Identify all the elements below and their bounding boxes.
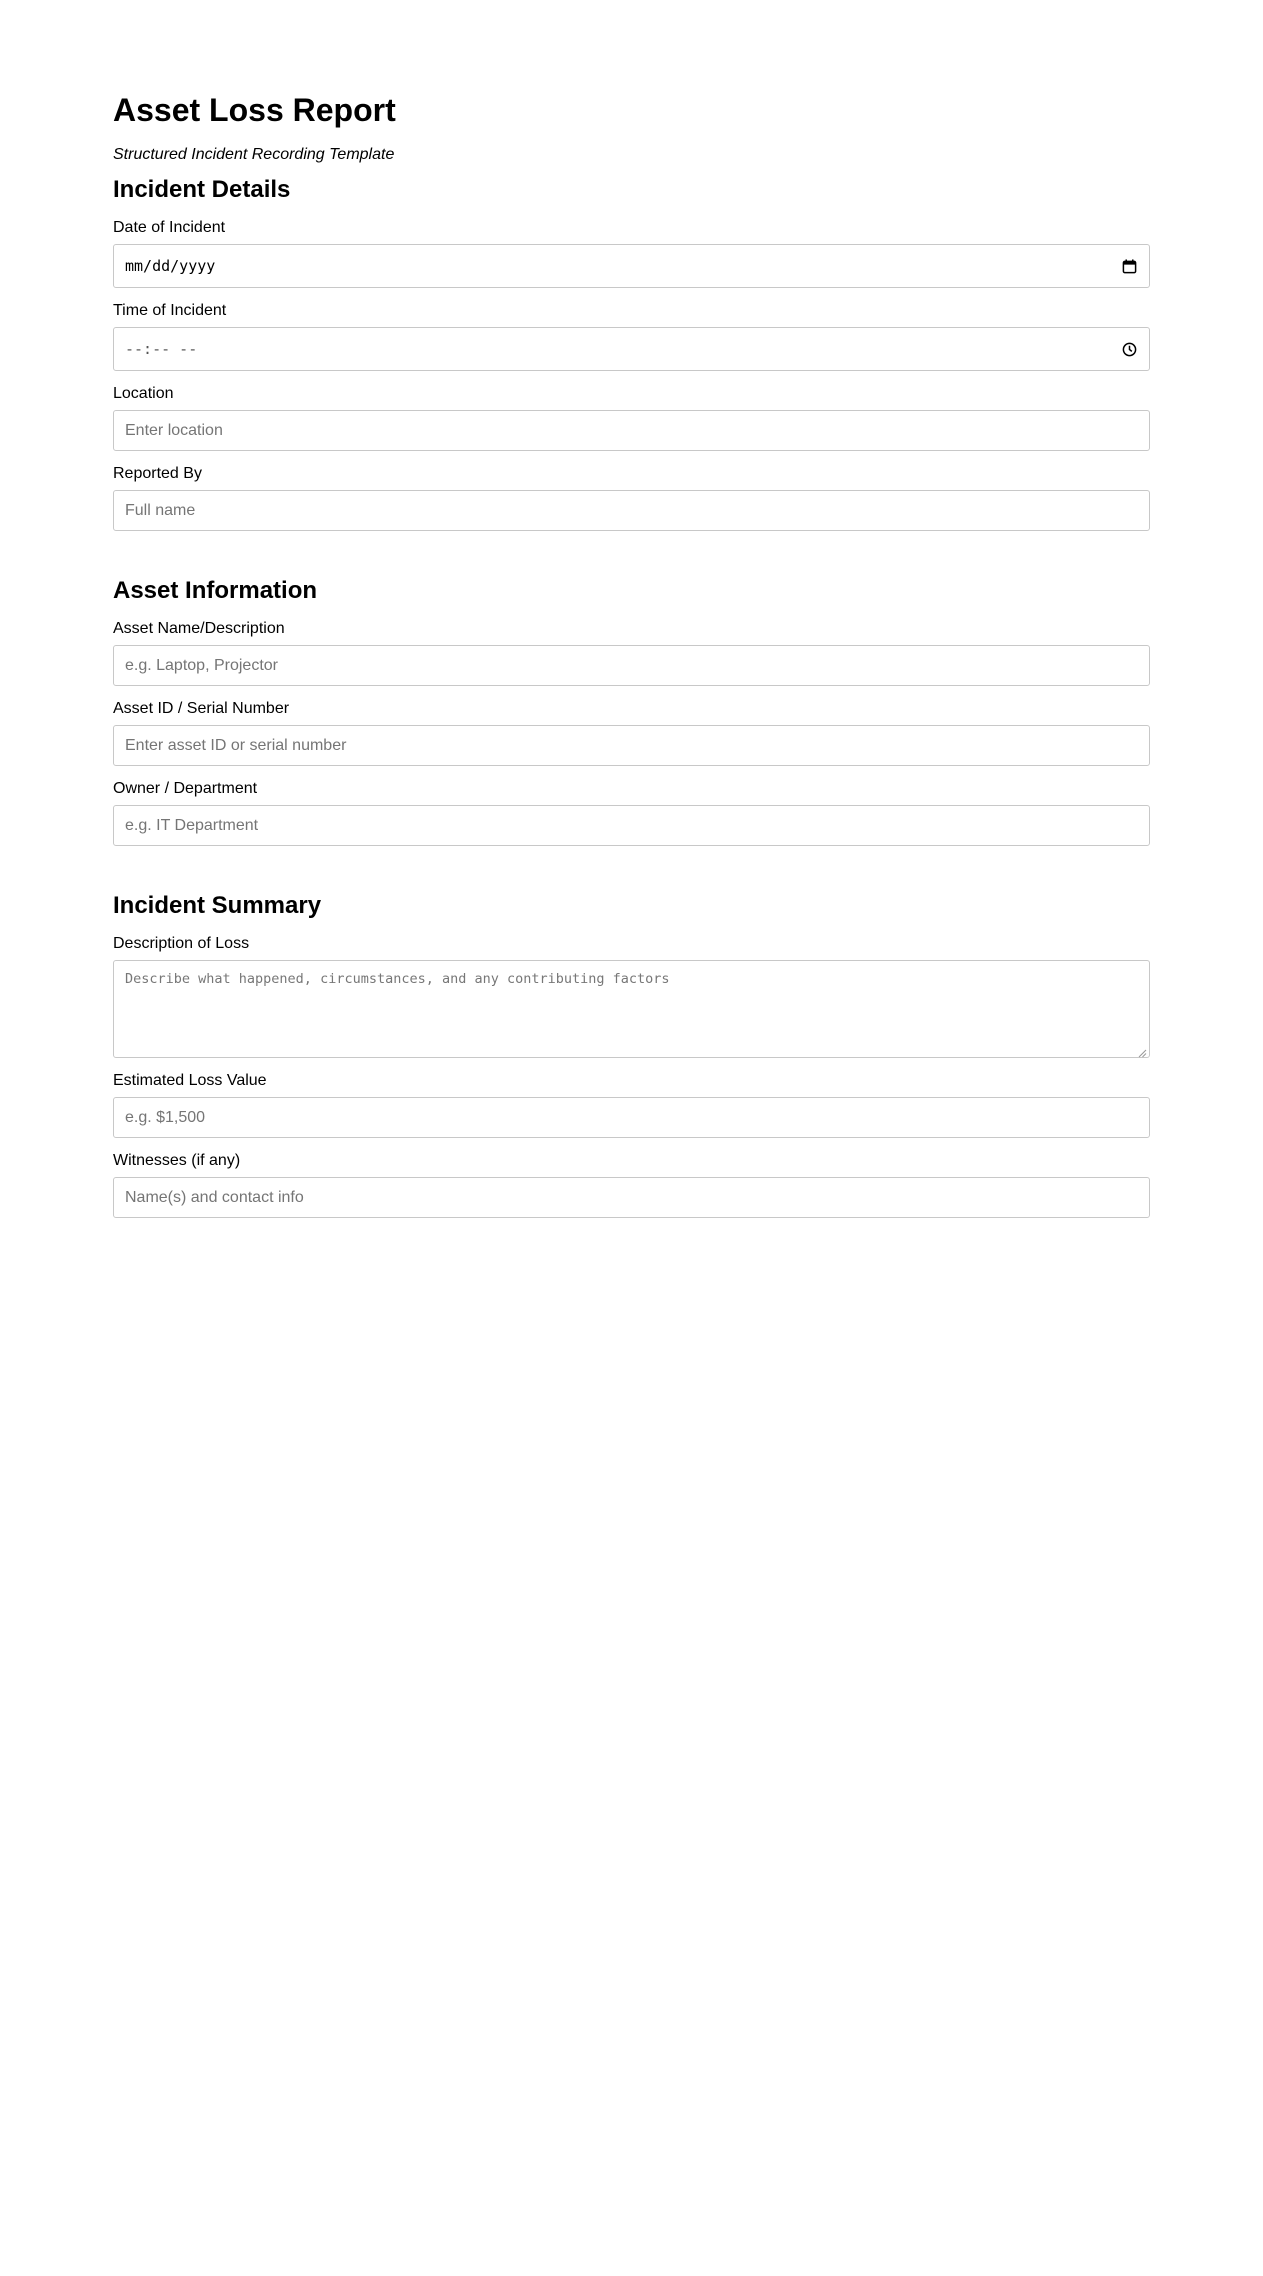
witnesses-input[interactable]: [113, 1177, 1150, 1218]
owner-placeholder: e.g. IT Department: [125, 816, 259, 834]
value-placeholder: e.g. $1,500: [125, 1108, 206, 1126]
page-title: Asset Loss Report: [113, 92, 396, 128]
asset-id-input[interactable]: [113, 725, 1150, 766]
time-placeholder: --:-- --: [125, 340, 198, 358]
asset-name-placeholder: e.g. Laptop, Projector: [125, 656, 278, 674]
value-label: Estimated Loss Value: [113, 1072, 267, 1089]
asset-id-label: Asset ID / Serial Number: [113, 700, 290, 717]
witnesses-label: Witnesses (if any): [113, 1152, 241, 1169]
asset-name-label: Asset Name/Description: [113, 620, 285, 637]
description-placeholder: Describe what happened, circumstances, and any contributing factors: [125, 971, 670, 987]
date-label: Date of Incident: [113, 219, 226, 236]
description-label: Description of Loss: [113, 935, 250, 952]
location-label: Location: [113, 385, 174, 402]
owner-input[interactable]: [113, 805, 1150, 846]
description-textarea[interactable]: [113, 960, 1150, 1058]
page-subtitle: Structured Incident Recording Template: [113, 146, 395, 163]
location-placeholder: Enter location: [125, 421, 223, 439]
asset-name-input[interactable]: [113, 645, 1150, 686]
date-placeholder: mm/dd/yyyy: [125, 257, 216, 275]
value-input[interactable]: [113, 1097, 1150, 1138]
owner-label: Owner / Department: [113, 780, 258, 797]
section-heading-incident-summary: Incident Summary: [113, 892, 322, 919]
time-label: Time of Incident: [113, 302, 227, 319]
reported-by-label: Reported By: [113, 465, 202, 482]
reported-by-input[interactable]: [113, 490, 1150, 531]
witnesses-placeholder: Name(s) and contact info: [125, 1188, 304, 1206]
reported-by-placeholder: Full name: [125, 501, 196, 519]
section-heading-incident-details: Incident Details: [113, 176, 291, 203]
time-input[interactable]: [113, 327, 1150, 371]
calendar-icon[interactable]: [1121, 258, 1137, 274]
asset-id-placeholder: Enter asset ID or serial number: [125, 736, 347, 754]
location-input[interactable]: [113, 410, 1150, 451]
resize-handle-icon[interactable]: [1137, 1045, 1147, 1055]
date-input[interactable]: [113, 244, 1150, 288]
clock-icon[interactable]: [1121, 341, 1137, 357]
section-heading-asset-information: Asset Information: [113, 577, 318, 604]
report-form: [113, 0, 1150, 1218]
